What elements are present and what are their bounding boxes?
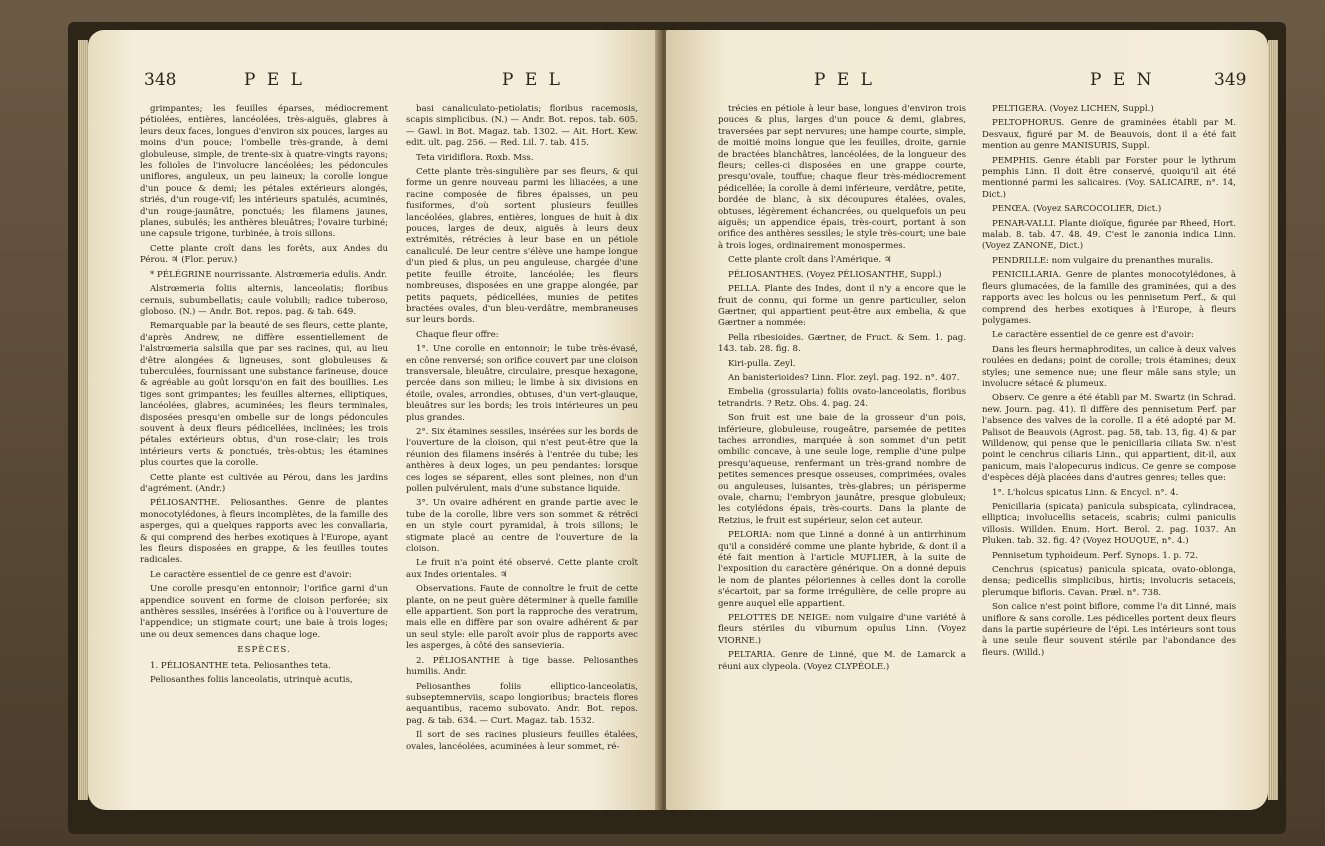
left-page-running-head-2: P E L [502,70,563,90]
paragraph: Dans les fleurs hermaphrodites, un calice à deux valves roulées en dedans; point de corolle; trois étamines; deux styles; une semence nue; une fleur mâle sans style; un involucre sétacé & plumeux. [982,344,1236,389]
paragraph: PELLA. Plante des Indes, dont il n'y a encore que le fruit de connu, qui forme un genre particulier, selon Gærtner, qui appartient peut-être aux embelia, & que Gærtner a nommée: [718,284,966,329]
paragraph: trécies en pétiole à leur base, longues d'environ trois pouces & plus, larges d'un pouce & demi, glabres, traversées par sept nervures; une hampe courte, simple, de moitié moins longue que les feuilles, droite, garnie de bractées blanchâtres, lancéolées, de la longueur des fleurs; celles-ci disposées en une grappe courte, presqu'ovale, touffue; chaque fleur très-médiocrement pédicellée; la corolle à demi inférieure, verdâtre, petite, bordée de blanc, à six découpures étalées, ovales, obtuses, légèrement échancrées, ou quelquefois un peu aiguës; un appendice épais, très-court, portant à son orifice des anthères sessiles; le style très-court; une baie à trois loges, ordinairement monospermes. [718,104,966,251]
paragraph: PENAR-VALLI. Plante dioïque, figurée par Rheed, Hort. malab. 8. tab. 47. 48. 49. C'est le zanonia indica Linn. (Voyez ZANONE, Dict.) [982,218,1236,252]
right-page-edges [1268,40,1278,800]
paragraph: Il sort de ses racines plusieurs feuilles étalées, ovales, lancéolées, acuminées à leur sommet, ré- [406,730,638,752]
paragraph: Son calice n'est point biflore, comme l'a dit Linné, mais uniflore & sans corolle. Les pédicelles portent deux fleurs dans la partie supérieure de l'épi. Les intérieurs sont tous à une seule fleur souvent stérile par l'abondance des fleurs. (Willd.) [982,602,1236,658]
paragraph: Penicillaria (spicata) panicula subspicata, cylindracea, elliptica; involucellis setaceis, scabris; culmi paniculis villosis. Willden. Enum. Hort. Berol. 2. pag. 1037. An Pluken. tab. 32. fig. 4? (Voyez HOUQUE, n°. 4.) [982,502,1236,547]
paragraph: Observations. Faute de connoître le fruit de cette plante, on ne peut guère déterminer à quelle famille elle appartient. Son port la rapproche des veratrum, mais elle en diffère par son ovaire adhérent & par un seul style: elle paroît avoir plus de rapports avec les asperges, à côté des sansevieria. [406,584,638,652]
paragraph: PENŒA. (Voyez SARCOCOLIER, Dict.) [992,204,1162,215]
paragraph: 1°. Une corolle en entonnoir; le tube très-évasé, en cône renversé; son orifice couvert par une cloison transversale, bleuâtre, circulaire, presque hexagone, percée dans son milieu; le limbe à six divisions en étoile, ovales, arrondies, obtuses, d'un vert-glauque, bleuâtres sur les bords; les trois intérieures un peu plus grandes. [406,344,638,423]
right-page-column-1 [718,104,966,676]
paragraph: PELORIA: nom que Linné a donné à un antirrhinum qu'il a considéré comme une plante hybride, & dont il a été fait mention à l'article MUFLIER, à la suite de l'exposition du caractère générique. On a donné depuis le nom de plantes péloriennes à celles dont la corolle s'écartoit, par sa forme irrégulière, de celle propre au genre auquel elle appartient. [718,530,966,609]
paragraph: PÉLIOSANTHE. Peliosanthes. Genre de plantes monocotylédones, à fleurs incomplètes, de la famille des asperges, qui a quelques rapports avec les convallaria, & qui comprend des herbes exotiques à l'Europe, ayant les fleurs disposées en grappe, & les feuilles toutes radicales. [140,498,388,566]
left-page-edges [78,40,88,800]
paragraph: Pennisetum typhoideum. Perf. Synops. 1. p. 72. [992,550,1198,561]
paragraph: Cette plante croît dans les forêts, aux Andes du Pérou. ♃ (Flor. peruv.) [140,243,388,266]
paragraph: Remarquable par la beauté de ses fleurs, cette plante, d'après Andrew, ne diffère essentiellement de l'alstrœmeria salsilla que par ses racines, qui, au lieu d'être alongées & ligneuses, sont globuleuses & tuberculées, fournissant une substance farineuse, douce & agréable au goût lorsqu'on en fait des bouillies. Les tiges sont grimpantes; les feuilles alternes, elliptiques, lancéolées, glabres, acuminées; les fleurs terminales, disposées presqu'en ombelle sur de longs pédoncules souvent à deux fleurs pédicellées, inclinées; les trois pétales extérieurs obtus, d'un rose-clair; les trois intérieurs verts & ponctués, très-obtus; les étamines plus courtes que la corolle. [140,321,388,469]
paragraph: PELTOPHORUS. Genre de graminées établi par M. Desvaux, figuré par M. de Beauvois, dont il a été fait mention au genre MANISURIS, Suppl. [982,118,1236,152]
paragraph: Une corolle presqu'en entonnoir; l'orifice garni d'un appendice souvent en forme de cloison perforée; six anthères sessiles, insérées à l'orifice ou à l'ouverture de l'appendice; un stigmate court; une baie à trois loges; une ou deux semences dans chaque loge. [140,584,388,640]
right-page-column-2 [982,104,1236,662]
paragraph: PENICILLARIA. Genre de plantes monocotylédones, à fleurs glumacées, de la famille des graminées, qui a des rapports avec les holcus ou les pennisetum Perf., & qui comprend des herbes exotiques à l'Europe, à fleurs polygames. [982,270,1236,326]
paragraph: 1°. L'holcus spicatus Linn. & Encycl. n°. 4. [992,487,1179,498]
left-page [88,30,662,810]
paragraph: Teta viridiflora. Roxb. Mss. [416,152,534,163]
paragraph: 2. PÉLIOSANTHE à tige basse. Peliosanthes humilis. Andr. [406,655,638,678]
right-page-number: 349 [1214,70,1247,90]
paragraph: Peliosanthes foliis elliptico-lanceolatis, subseptemnerviis, scapo longioribus; bracteis flores aequantibus, racemo subovato. Andr. Bot. repos. pag. & tab. 634. — Curt. Magaz. tab. 1532. [406,681,638,726]
paragraph: grimpantes; les feuilles éparses, médiocrement pétiolées, entières, lancéolées, très-aiguës, glabres à leurs deux faces, longues d'environ six pouces, larges au moins d'un pouce; l'ombelle très-grande, à demi globuleuse, simple, de trente-six à quatre-vingts rayons; les folioles de l'involucre lancéolées; les pédoncules uniflores, anguleux, un peu laineux; la corolle longue d'un pouce & demi; les pétales extérieurs alongés, striés, d'un rouge-vif; les intérieurs spatulés, acuminés, d'un rouge-jaunâtre, ponctués; les filamens jaunes, planes, subulés; les anthères bleuâtres; l'ovaire turbiné; une capsule trigone, turbinée, à trois sillons. [140,104,388,240]
paragraph: 2°. Six étamines sessiles, insérées sur les bords de l'ouverture de la cloison, qui n'est peut-être que la réunion des filamens insérés à l'entrée du tube; les anthères à deux loges, un peu pendantes: lorsque ces loges se séparent, elles sont pleines, non d'un pollen pulvérulent, mais d'une substance liquide. [406,426,638,494]
paragraph: Le caractère essentiel de ce genre est d'avoir: [992,330,1194,341]
paragraph: Chaque fleur offre: [416,329,499,340]
left-page-running-head-1: P E L [244,70,305,90]
paragraph: PEMPHIS. Genre établi par Forster pour le lythrum pemphis Linn. Il doit être conservé, quoiqu'il ait été mentionné parmi les salicaires. (Voy. SALICAIRE, n°. 14, Dict.) [982,155,1236,200]
right-page-header [666,70,1268,94]
paragraph: Son fruit est une baie de la grosseur d'un pois, inférieure, globuleuse, rougeâtre, parsemée de petites taches arrondies, marquée à son sommet d'un petit ombilic concave, à une seule loge, remplie d'une pulpe presqu'aqueuse, renfermant un très-grand nombre de petites semences presque osseuses, comprimées, ovales ou anguleuses, luisantes, très-glabres; un périsperme ovale, charnu; l'embryon jaunâtre, presque globuleux; les cotylédons épais, très-courts. Dans la plante de Retzius, le fruit est supérieur, selon cet auteur. [718,413,966,526]
right-page [666,30,1268,810]
paragraph: PELTIGERA. (Voyez LICHEN, Suppl.) [992,104,1154,114]
paragraph: Alstrœmeria foliis alternis, lanceolatis; floribus cernuis, subumbellatis; caule volubili; radice tuberoso, globoso. (N.) — Andr. Bot. repos. pag. & tab. 649. [140,284,388,317]
left-page-column-2 [406,104,638,756]
left-page-number: 348 [144,70,177,90]
paragraph: Observ. Ce genre a été établi par M. Swartz (in Schrad. new. Journ. pag. 41). Il diffère des pennisetum Perf. par l'absence des valves de la corolle. Il a été adopté par M. Palisot de Beauvois (Agrost. pag. 58, tab. 13, fig. 4) & par Willdenow, qui pense que le penicillaria ciliata Sw. n'est point le cenchrus ciliaris Linn., qui appartient, dit-il, aux panicum, mais l'alopecurus indicus. Ce genre se compose d'espèces déjà placées dans d'autres genres; telles que: [982,393,1236,484]
paragraph: basi canaliculato-petiolatis; floribus racemosis, scapis simplicibus. (N.) — Andr. Bot. repos. tab. 605. — Gawl. in Bot. Magaz. tab. 1302. — Ait. Hort. Kew. edit. ult. pag. 256. — Red. Lil. 7. tab. 415. [406,104,638,149]
paragraph: PELTARIA. Genre de Linné, que M. de Lamarck a réuni aux clypeola. (Voyez CLYPÉOLE.) [718,650,966,672]
paragraph: 3°. Un ovaire adhérent en grande partie avec le tube de la corolle, libre vers son sommet & rétréci en un style court pyramidal, à trois sillons; le stigmate placé au centre de l'ouverture de la cloison. [406,498,638,555]
paragraph: PENDRILLE: nom vulgaire du prenanthes muralis. [992,255,1214,266]
paragraph: * PÉLÉGRINE nourrissante. Alstrœmeria edulis. Andr. [150,269,388,280]
paragraph: Cette plante est cultivée au Pérou, dans les jardins d'agrément. (Andr.) [140,472,388,494]
right-page-running-head-2: P E N [1090,70,1155,90]
paragraph: PELOTTES DE NEIGE: nom vulgaire d'une variété à fleurs stériles du viburnum opulus Linn. (Voyez VIORNE.) [718,613,966,646]
paragraph: Cette plante très-singulière par ses fleurs, & qui forme un genre nouveau parmi les liliacées, a une racine composée de fibres épaisses, un peu fusiformes, d'où sortent plusieurs feuilles lancéolées, glabres, entières, longues de huit à dix pouces, larges de deux, aiguës à leurs deux extrémités, rétrécies à leur base en un pétiole canaliculé. De leur centre s'élève une hampe longue d'un pied & plus, un peu anguleuse, chargée d'une petite feuille étroite, lancéolée; les fleurs nombreuses, disposées en une grappe alongée, par petits paquets, pédicellées, munies de petites bractées ovales, d'un bleu-verdâtre, membraneuses sur leurs bords. [406,167,638,326]
right-page-running-head-1: P E L [814,70,875,90]
paragraph: Le fruit n'a point été observé. Cette plante croît aux Indes orientales. ♃ [406,558,638,580]
paragraph: PÉLIOSANTHES. (Voyez PÉLIOSANTHE, Suppl.) [728,269,942,280]
paragraph: Kiri-pulla. Zeyl. [728,358,796,369]
paragraph: Pella ribesioides. Gærtner, de Fruct. & Sem. 1. pag. 143. tab. 28. fig. 8. [718,332,966,355]
paragraph: Cette plante croît dans l'Amérique. ♃ [728,255,892,266]
paragraph: ESPÈCES. [237,645,291,656]
left-page-column-1 [140,104,388,690]
left-page-header [88,70,662,94]
paragraph: Le caractère essentiel de ce genre est d'avoir: [150,569,352,580]
paragraph: Peliosanthes foliis lanceolatis, utrinquè acutis, [150,675,353,686]
paragraph: Cenchrus (spicatus) panicula spicata, ovato-oblonga, densa; pedicellis simplicibus, hirtis; involucris setaceis, plerumque bifloris. Cavan. Præl. n°. 738. [982,565,1236,598]
paragraph: An banisterioides? Linn. Flor. zeyl. pag. 192. n°. 407. [728,372,960,383]
paragraph: Embelia (grossularia) foliis ovato-lanceolatis, floribus tetrandris. ? Retz. Obs. 4. pag. 24. [718,387,966,409]
paragraph: 1. PÉLIOSANTHE teta. Peliosanthes teta. [150,660,331,671]
